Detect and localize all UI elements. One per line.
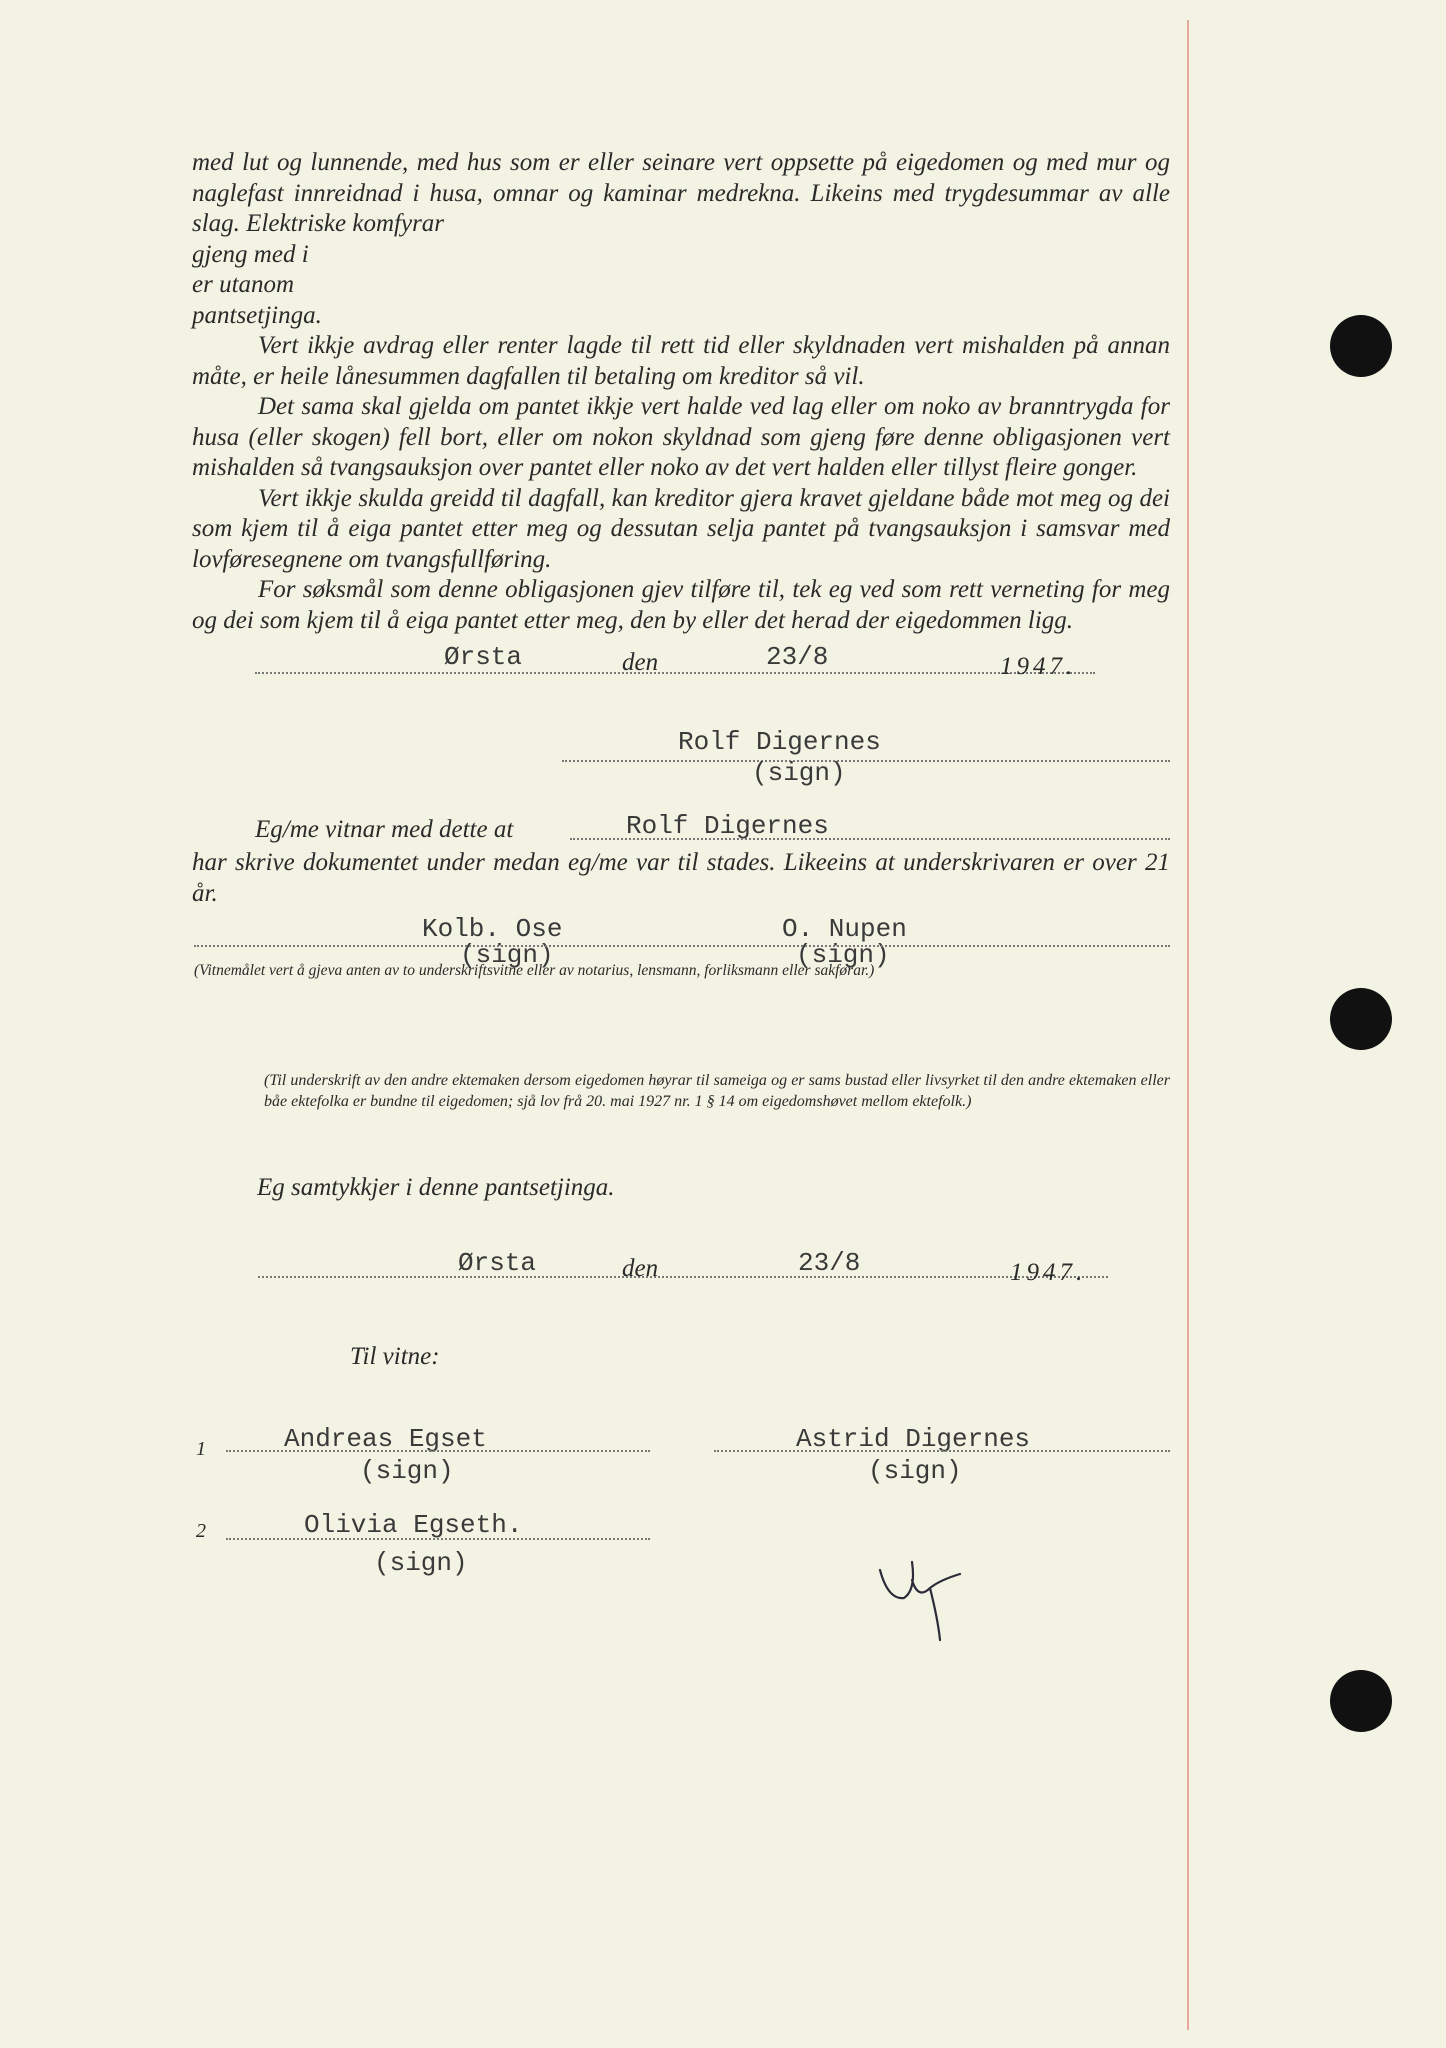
body-text: med lut og lunnende, med hus som er eller seinare vert oppsette på eigedomen og med mur og naglefast innreidnad i husa, omnar og kaminar medrekna. Likeins med trygdesummar av alle slag. Elektriske komfyrar gjeng med i er utanom pantsetjinga. Vert ikkje avdrag eller renter lagde til rett tid eller skyldnaden vert mishalden på annan måte, er heile lånesummen dagfallen til betaling om kreditor så vil. Det sama skal gjelda om pantet ikkje vert halde ved lag eller om noko av branntrygda for husa (eller skogen) fell bort, eller om nokon skyldnad som gjeng føre denne obligasjonen vert mishalden så tvangsauksjon over pantet eller noko av det vert halden eller tillyst fleire gonger. Vert ikkje skulda greidd til dagfall, kan kreditor gjera kravet gjeldane både mot meg og dei som kjem til å eiga pantet etter meg og dessutan selja pantet på tvangsauksjon i samsvar med lovføresegnene om tvangsfullføring. For søksmål som denne obligasjonen gjev tilføre til, tek eg ved som rett verneting for meg og dei som kjem til å eiga pantet etter meg, den by eller det herad der eigedommen ligg. [192,148,1170,636]
year-1: 1947. [1000,653,1077,680]
paragraph-2: Vert ikkje avdrag eller renter lagde til rett tid eller skyldnaden vert mishalden på annan måte, er heile lånesummen dagfallen til betaling om kreditor så vil. [192,332,1170,390]
witness-1-sign: (sign) [460,940,554,970]
margin-line [1187,20,1189,2030]
den-label-1: den [622,649,659,676]
date-value-1: 23/8 [766,642,829,672]
spouse-name: Astrid Digernes [796,1424,1031,1454]
row-2-number: 2 [196,1520,206,1542]
witness-statement-line [570,838,1170,840]
row-1-number: 1 [196,1438,206,1460]
witness-statement-rest: har skrive dokumentet under medan eg/me var til stades. Likeeins at underskrivaren er over 21 år. [192,849,1170,907]
witness-2-name: O. Nupen [782,914,907,944]
punch-hole-top [1330,315,1392,377]
row-1-witness-name: Andreas Egset [284,1424,487,1454]
date-line-2 [258,1276,1108,1278]
row-2-witness-sign: (sign) [374,1548,468,1578]
signature-line [562,760,1170,762]
row-2-witness-name: Olivia Egseth. [304,1510,523,1540]
paragraph-4: Vert ikkje skulda greidd til dagfall, kan kreditor gjera kravet gjeldane både mot meg og dei som kjem til å eiga pantet etter meg og dessutan selja pantet på tvangsauksjon i samsvar med lovføresegnene om tvangsfullføring. [192,484,1170,573]
date-place-1: Ørsta [444,642,523,672]
signer-name: Rolf Digernes [678,727,881,757]
witness-statement-prefix: Eg/me vitnar med dette at [255,816,514,843]
note-2: (Til underskrift av den andre ektemaken dersom eigedomen høyrar til sameiga og er sams bustad eller livsyrket til den andre ektemaken eller båe ektefolka er bundne til eigedomen; sjå lov frå 20. mai 1927 nr. 1 § 14 om eigedomshøvet mellom ektefolk.) [264,1072,1170,1110]
paragraph-5: For søksmål som denne obligasjonen gjev tilføre til, tek eg ved som rett verneting for meg og dei som kjem til å eiga pantet etter meg, den by eller det herad der eigedommen ligg. [192,576,1170,634]
date-place-2: Ørsta [458,1248,537,1278]
row-1-witness-sign: (sign) [360,1456,454,1486]
punch-hole-middle [1330,988,1392,1050]
consent-text: Eg samtykkjer i denne pantsetjinga. [257,1174,615,1201]
witness-1-name: Kolb. Ose [422,914,563,944]
punch-hole-bottom [1330,1670,1392,1732]
witness-line [194,945,1170,947]
paragraph-1: med lut og lunnende, med hus som er eller seinare vert oppsette på eigedomen og med mur og naglefast innreidnad i husa, omnar og kaminar medrekna. Likeins med trygdesummar av alle slag. Elektriske komfyrar [192,149,1170,237]
handwritten-initial [870,1540,1000,1660]
spouse-line [714,1450,1170,1452]
den-label-2: den [622,1255,659,1282]
witness-statement-name: Rolf Digernes [626,811,829,841]
row-1-witness-line [226,1450,650,1452]
row-2-witness-line [226,1538,650,1540]
witness-2-sign: (sign) [796,940,890,970]
note-1: (Vitnemålet vert å gjeva anten av to underskriftsvitne eller av notarius, lensmann, forliksmann eller sakførar.) [194,962,875,979]
date-value-2: 23/8 [798,1248,861,1278]
spouse-sign: (sign) [868,1456,962,1486]
signer-sign: (sign) [752,758,846,788]
til-vitne-label: Til vitne: [350,1343,440,1370]
year-2: 1947. [1010,1259,1087,1286]
date-line-1 [255,672,1095,674]
paragraph-3: Det sama skal gjelda om pantet ikkje vert halde ved lag eller om noko av branntrygda for husa (eller skogen) fell bort, eller om nokon skyldnad som gjeng føre denne obligasjonen vert mishalden så tvangsauksjon over pantet eller noko av det vert halden eller tillyst fleire gonger. [192,393,1170,481]
